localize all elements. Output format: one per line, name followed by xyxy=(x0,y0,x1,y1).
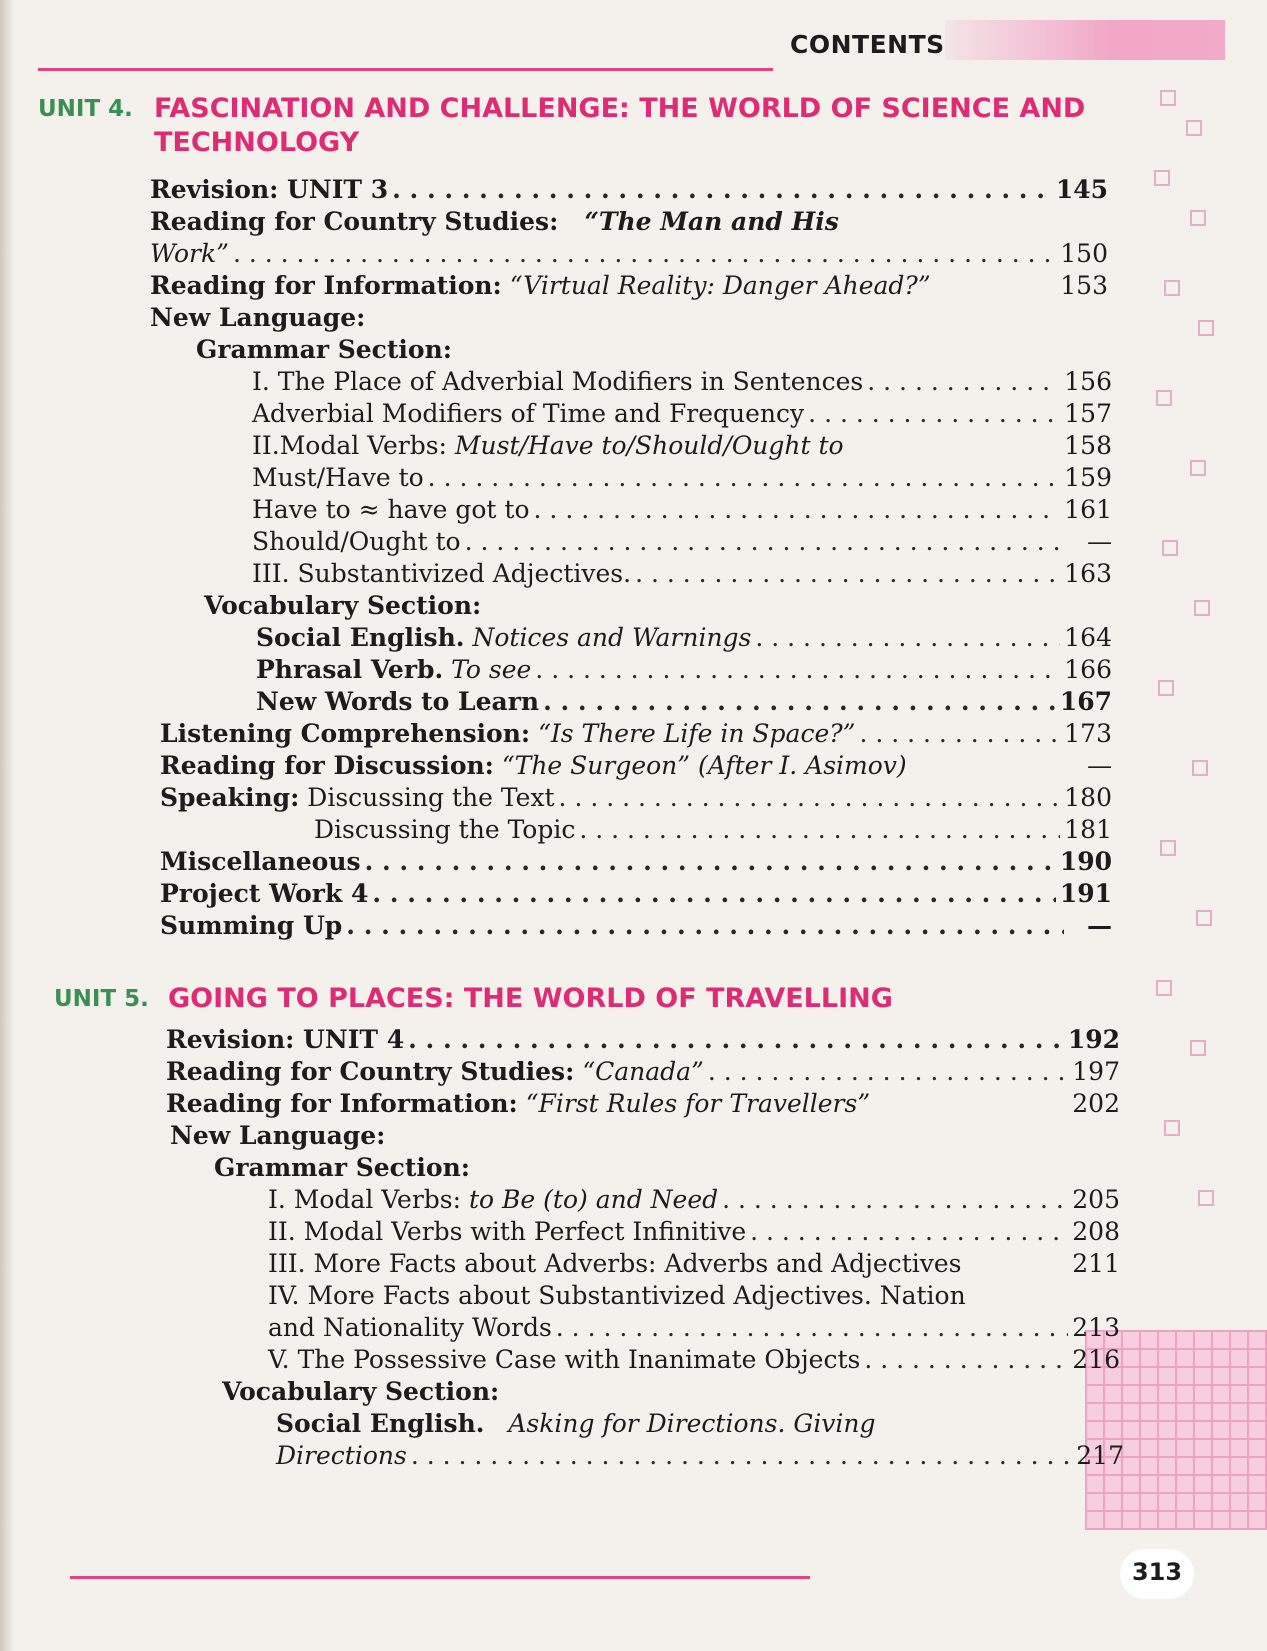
decorative-square-pattern xyxy=(1150,80,1267,1380)
toc-entry-grammar-6[interactable]: Should/Ought to . . . — xyxy=(252,526,1112,558)
top-rule xyxy=(38,68,773,71)
toc-entry-miscellaneous[interactable]: Miscellaneous . . . 190 xyxy=(160,846,1112,878)
toc-entry-vocabulary5-1-cont[interactable]: Directions . . . 217 xyxy=(276,1440,1124,1472)
running-head: CONTENTS xyxy=(790,30,945,59)
toc-entry-project-work[interactable]: Project Work 4 . . . 191 xyxy=(160,878,1112,910)
bottom-rule xyxy=(70,1576,810,1579)
toc-entry-grammar-7[interactable]: III. Substantivized Adjectives. . . . 163 xyxy=(252,558,1112,590)
toc-entry-vocabulary-1[interactable]: Social English. Notices and Warnings . . . 164 xyxy=(256,622,1112,654)
vocabulary-section-heading-5: Vocabulary Section: xyxy=(222,1377,500,1406)
new-language-heading: New Language: xyxy=(150,303,366,332)
toc-entry-country-studies-cont[interactable]: Work” . . . 150 xyxy=(150,238,1108,270)
toc-entry-discussion[interactable]: Reading for Discussion: “The Surgeon” (After I. Asimov) — xyxy=(160,751,1112,780)
toc-entry-vocabulary-3[interactable]: New Words to Learn . . . 167 xyxy=(256,686,1112,718)
vocabulary-section-heading: Vocabulary Section: xyxy=(204,591,482,620)
toc-entry-revision-unit4[interactable]: Revision: UNIT 4 . . . 192 xyxy=(166,1024,1120,1056)
toc-entry-reading-information-5[interactable]: Reading for Information: “First Rules for Travellers” 202 xyxy=(166,1089,1120,1118)
unit-5-label: UNIT 5. xyxy=(54,986,149,1012)
toc-entry-country-studies-canada[interactable]: Reading for Country Studies: “Canada” . . . 197 xyxy=(166,1056,1120,1088)
grammar-section-heading-5: Grammar Section: xyxy=(214,1153,471,1182)
toc-entry-grammar-4[interactable]: Must/Have to . . . 159 xyxy=(252,462,1112,494)
unit-5-title: GOING TO PLACES: THE WORLD OF TRAVELLING xyxy=(168,983,893,1014)
unit-4-title: FASCINATION AND CHALLENGE: THE WORLD OF SCIENCE AND TECHNOLOGY xyxy=(154,93,1086,158)
toc-entry-grammar5-3[interactable]: III. More Facts about Adverbs: Adverbs and Adjectives 211 xyxy=(268,1249,1120,1278)
toc-entry-listening[interactable]: Listening Comprehension: “Is There Life in Space?” . . . 173 xyxy=(160,718,1112,750)
decorative-corner-band xyxy=(945,20,1225,60)
toc-entry-grammar5-4-cont[interactable]: and Nationality Words . . . 213 xyxy=(268,1312,1120,1344)
toc-entry-grammar5-1[interactable]: I. Modal Verbs: to Be (to) and Need . . . 205 xyxy=(268,1184,1120,1216)
toc-entry-summing-up[interactable]: Summing Up . . . — xyxy=(160,910,1112,942)
toc-entry-country-studies[interactable]: Reading for Country Studies: “The Man and His xyxy=(150,207,839,236)
toc-entry-grammar-3[interactable]: II.Modal Verbs: Must/Have to/Should/Ought to 158 xyxy=(252,431,1112,460)
toc-entry-grammar-2[interactable]: Adverbial Modifiers of Time and Frequency . . . 157 xyxy=(252,398,1112,430)
toc-entry-grammar5-5[interactable]: V. The Possessive Case with Inanimate Objects . . . 216 xyxy=(268,1344,1120,1376)
new-language-heading-5: New Language: xyxy=(170,1121,386,1150)
toc-entry-grammar5-4[interactable]: IV. More Facts about Substantivized Adjectives. Nation xyxy=(268,1281,966,1310)
page-gutter-shadow xyxy=(0,0,14,1651)
toc-entry-vocabulary5-1[interactable]: Social English. Asking for Directions. Giving xyxy=(276,1409,876,1438)
unit-4-label: UNIT 4. xyxy=(38,96,133,122)
toc-entry-grammar-1[interactable]: I. The Place of Adverbial Modifiers in Sentences . . . 156 xyxy=(252,366,1112,398)
toc-entry-vocabulary-2[interactable]: Phrasal Verb. To see . . . 166 xyxy=(256,654,1112,686)
toc-entry-grammar-5[interactable]: Have to ≈ have got to . . . 161 xyxy=(252,494,1112,526)
toc-entry-grammar5-2[interactable]: II. Modal Verbs with Perfect Infinitive . . . 208 xyxy=(268,1216,1120,1248)
grammar-section-heading: Grammar Section: xyxy=(196,335,453,364)
toc-entry-speaking-text[interactable]: Speaking: Discussing the Text . . . 180 xyxy=(160,782,1112,814)
toc-entry-speaking-topic[interactable]: Discussing the Topic . . . 181 xyxy=(314,814,1112,846)
page-number: 313 xyxy=(1120,1549,1194,1599)
toc-entry-revision-unit3[interactable]: Revision: UNIT 3 . . . 145 xyxy=(150,174,1108,206)
toc-entry-reading-information[interactable]: Reading for Information: “Virtual Reality: Danger Ahead?” 153 xyxy=(150,271,1108,300)
